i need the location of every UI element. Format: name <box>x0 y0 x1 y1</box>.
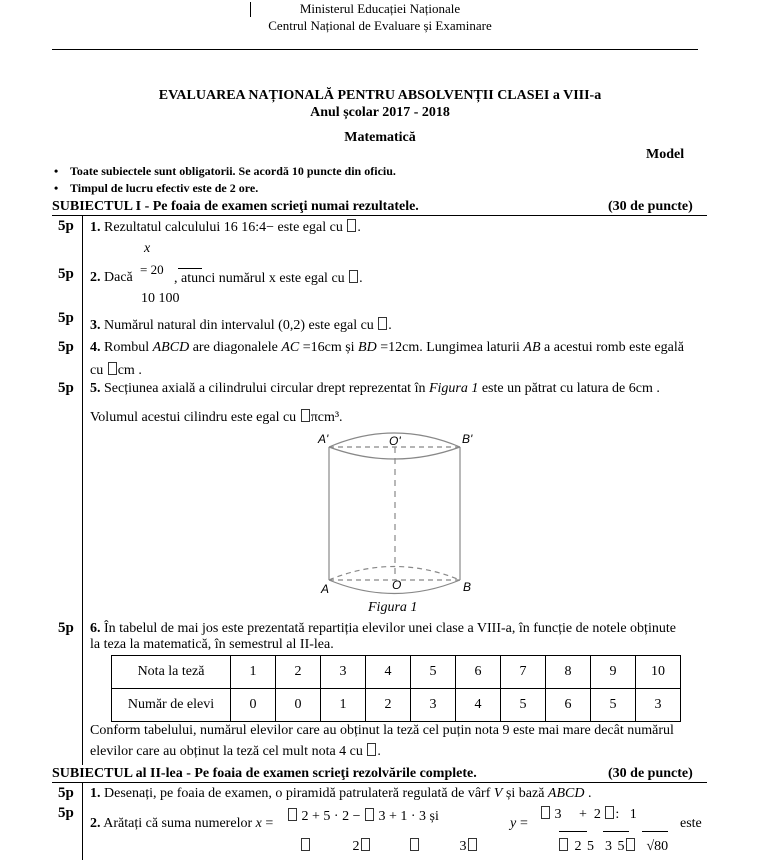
instruction-1-text: Toate subiectele sunt obligatorii. Se acordă 10 puncte din oficiu. <box>70 164 396 178</box>
cylinder-figure <box>300 425 500 600</box>
item5-part: Secțiunea axială a cilindrului circular drept reprezentat în <box>104 381 429 396</box>
s2-item2-x: x <box>255 816 262 831</box>
students-cell: 5 <box>591 689 636 722</box>
bracket-icon <box>301 838 310 851</box>
row-header-students: Număr de elevi <box>112 689 231 722</box>
item6-after2 <box>90 743 381 760</box>
item4-number: 4. <box>90 340 101 355</box>
item2-points: 5p <box>58 266 74 282</box>
answer-box-icon <box>347 219 356 232</box>
item6-after2-text: elevilor care au obținut la teză cel mult nota 4 cu <box>90 744 367 759</box>
item2-pre: Dacă <box>104 270 133 285</box>
s2-item2-number: 2. <box>90 816 101 831</box>
grade-cell: 4 <box>366 656 411 689</box>
fraction-bar <box>559 831 587 832</box>
bullet-icon: • <box>54 164 59 178</box>
item4-ab: AB <box>523 340 541 355</box>
item2-frac-top: x <box>144 241 151 256</box>
label-o-prime: O' <box>389 434 401 448</box>
answer-box-icon <box>301 409 310 422</box>
grade-cell: 6 <box>456 656 501 689</box>
item4-part: a acestui romb este egală <box>540 340 684 355</box>
label-a-prime: A' <box>318 432 329 446</box>
section2-title: SUBIECTUL al II-lea - Pe foaia de examen scrieţi rezolvările complete. <box>52 766 477 781</box>
item2-end: . <box>359 271 363 286</box>
expr-term: + <box>579 807 587 822</box>
item5-line2-b: πcm³. <box>310 410 343 425</box>
item2-frac-mid: = 20 <box>140 262 164 277</box>
expr-term: · 3 și <box>410 809 439 824</box>
item5-figure-ref: Figura 1 <box>428 381 479 396</box>
s2-item1-text <box>90 786 591 802</box>
bracket-icon <box>361 838 370 851</box>
denominator: 2 <box>352 839 360 854</box>
school-year: Anul școlar 2017 - 2018 <box>310 105 450 120</box>
students-cell: 0 <box>231 689 276 722</box>
variant-label: Model <box>646 147 685 162</box>
bracket-icon <box>365 808 374 821</box>
bracket-icon <box>605 806 614 819</box>
item6-line2: la teza la matematică, în semestrul al II-lea. <box>90 637 334 652</box>
item3-body: Numărul natural din intervalul (0,2) este egal cu <box>104 318 378 333</box>
fraction-bar <box>178 268 202 269</box>
expr-term: : <box>615 807 620 822</box>
table-row <box>112 689 681 722</box>
expr-term: · 2 − <box>333 809 361 824</box>
instruction-2 <box>54 181 258 196</box>
bracket-icon <box>288 808 297 821</box>
item6-end: . <box>377 744 381 759</box>
item4-text <box>90 340 684 356</box>
item4-part: =16cm și <box>299 340 359 355</box>
item6-text <box>90 621 676 637</box>
expr-term: 1 <box>629 807 637 822</box>
item2-frac-bottom: 10 100 <box>141 291 180 306</box>
item5-line2 <box>90 409 343 426</box>
table-row <box>112 656 681 689</box>
item1-text <box>90 219 361 236</box>
s2-item1-part: și bază <box>502 786 548 801</box>
item6-number: 6. <box>90 621 101 636</box>
item3-text <box>90 317 392 334</box>
expr-term: 2 <box>593 807 601 822</box>
s2-item1-v: V <box>493 786 503 801</box>
item3-points: 5p <box>58 310 74 326</box>
s2-item1-part: . <box>584 786 592 801</box>
s2-item1-abcd: ABCD <box>547 786 585 801</box>
section2-points: (30 de puncte) <box>608 766 693 781</box>
item4-abcd: ABCD <box>152 340 190 355</box>
item3-end: . <box>388 318 392 333</box>
s2-item2-part: Arătați că suma numerelor <box>103 816 256 831</box>
s2-item2-denominators <box>300 838 668 855</box>
denominator: 2 5 <box>574 839 594 854</box>
s2-item2-y: y <box>510 816 517 831</box>
ministry-name: Ministerul Educației Naționale <box>299 1 461 16</box>
item5-number: 5. <box>90 381 101 396</box>
label-o: O <box>392 578 402 592</box>
students-cell: 6 <box>546 689 591 722</box>
s2-item2-text <box>90 816 273 832</box>
section1-points: (30 de puncte) <box>608 199 693 214</box>
label-a: A <box>321 582 330 596</box>
grade-cell: 9 <box>591 656 636 689</box>
item4-bd: BD <box>358 340 377 355</box>
s2-item1-points: 5p <box>58 785 74 801</box>
bracket-icon <box>410 838 419 851</box>
item6-after1: Conform tabelului, numărul elevilor care au obținut la teză cel puțin nota 9 este mai mare decât numărul <box>90 723 674 738</box>
grade-cell: 10 <box>636 656 681 689</box>
bracket-icon <box>559 838 568 851</box>
item6-points: 5p <box>58 620 74 636</box>
expr-term: 3 + 1 <box>378 809 408 824</box>
section2-divider <box>52 782 707 783</box>
s2-item1-number: 1. <box>90 786 101 801</box>
item4-points: 5p <box>58 339 74 355</box>
s2-item2-eq: = <box>261 816 274 831</box>
item1-points: 5p <box>58 218 74 234</box>
item4-part: =12cm. Lungimea laturii <box>376 340 524 355</box>
students-cell: 5 <box>501 689 546 722</box>
figure-caption: Figura 1 <box>368 600 418 615</box>
item1-body: Rezultatul calculului 16 16:4− este egal cu <box>104 220 347 235</box>
item3-number: 3. <box>90 318 101 333</box>
grade-cell: 3 <box>321 656 366 689</box>
item1-number: 1. <box>90 220 101 235</box>
item1-end: . <box>357 220 361 235</box>
item6-body: În tabelul de mai jos este prezentată repartiția elevilor unei clase a VIII-a, în funcție de notele obținute <box>104 621 676 636</box>
section1-divider <box>52 215 707 216</box>
denominator: 3 5 <box>605 839 625 854</box>
item2-body-text: , atunci numărul x este egal cu <box>174 271 349 286</box>
item5-part: este un pătrat cu latura de 6cm . <box>478 381 660 396</box>
points-column-divider <box>82 215 83 765</box>
item2-body <box>174 270 363 287</box>
expr-term: 2 + 5 <box>301 809 331 824</box>
grade-cell: 1 <box>231 656 276 689</box>
students-cell: 0 <box>276 689 321 722</box>
header-divider <box>52 49 698 50</box>
item4-line2-b: cm . <box>117 363 142 378</box>
denominator: 3 <box>459 839 467 854</box>
label-b-prime: B' <box>462 432 473 446</box>
students-cell: 4 <box>456 689 501 722</box>
students-cell: 3 <box>636 689 681 722</box>
instruction-1 <box>54 164 396 179</box>
item5-points: 5p <box>58 380 74 396</box>
denominator: √80 <box>646 839 669 854</box>
item4-part: are diagonalele <box>189 340 282 355</box>
answer-box-icon <box>349 270 358 283</box>
s2-item1-part: Desenați, pe foaia de examen, o piramidă patrulateră regulată de vârf <box>104 786 494 801</box>
s2-item2-eq2: = <box>520 816 528 831</box>
item2-text <box>90 270 133 286</box>
grade-cell: 5 <box>411 656 456 689</box>
row-header-grade: Nota la teză <box>112 656 231 689</box>
item4-line2 <box>90 362 142 379</box>
answer-box-icon <box>367 743 376 756</box>
label-b: B <box>463 580 472 594</box>
item5-line2-a: Volumul acestui cilindru este egal cu <box>90 410 300 425</box>
expr-term: 3 <box>554 807 562 822</box>
students-cell: 1 <box>321 689 366 722</box>
s2-item2-points: 5p <box>58 805 74 821</box>
instruction-2-text: Timpul de lucru efectiv este de 2 ore. <box>70 181 259 195</box>
bullet-icon: • <box>54 181 59 195</box>
grades-table <box>111 655 681 722</box>
s2-item2-end: este <box>680 816 702 831</box>
bracket-icon <box>626 838 635 851</box>
s2-item2-expr-x <box>287 808 439 825</box>
section1-title: SUBIECTUL I - Pe foaia de examen scrieţi numai rezultatele. <box>52 199 419 214</box>
fraction-bar <box>603 831 629 832</box>
subject-name: Matematică <box>344 130 416 145</box>
grade-cell: 8 <box>546 656 591 689</box>
item4-ac: AC <box>281 340 300 355</box>
item4-line2-a: cu <box>90 363 107 378</box>
answer-box-icon <box>108 362 117 375</box>
fraction-bar <box>642 831 668 832</box>
exam-title: EVALUAREA NAȚIONALĂ PENTRU ABSOLVENȚII CLASEI a VIII-a <box>158 88 602 103</box>
center-name: Centrul Național de Evaluare și Examinare <box>268 18 492 33</box>
grade-cell: 2 <box>276 656 321 689</box>
bracket-icon <box>468 838 477 851</box>
item5-text <box>90 381 660 397</box>
item4-part: Rombul <box>104 340 153 355</box>
bracket-icon <box>541 806 550 819</box>
s2-item2-expr-y <box>540 806 637 823</box>
points-column-divider-2 <box>82 782 83 860</box>
students-cell: 2 <box>366 689 411 722</box>
students-cell: 3 <box>411 689 456 722</box>
grade-cell: 7 <box>501 656 546 689</box>
answer-box-icon <box>378 317 387 330</box>
item2-number: 2. <box>90 270 101 285</box>
